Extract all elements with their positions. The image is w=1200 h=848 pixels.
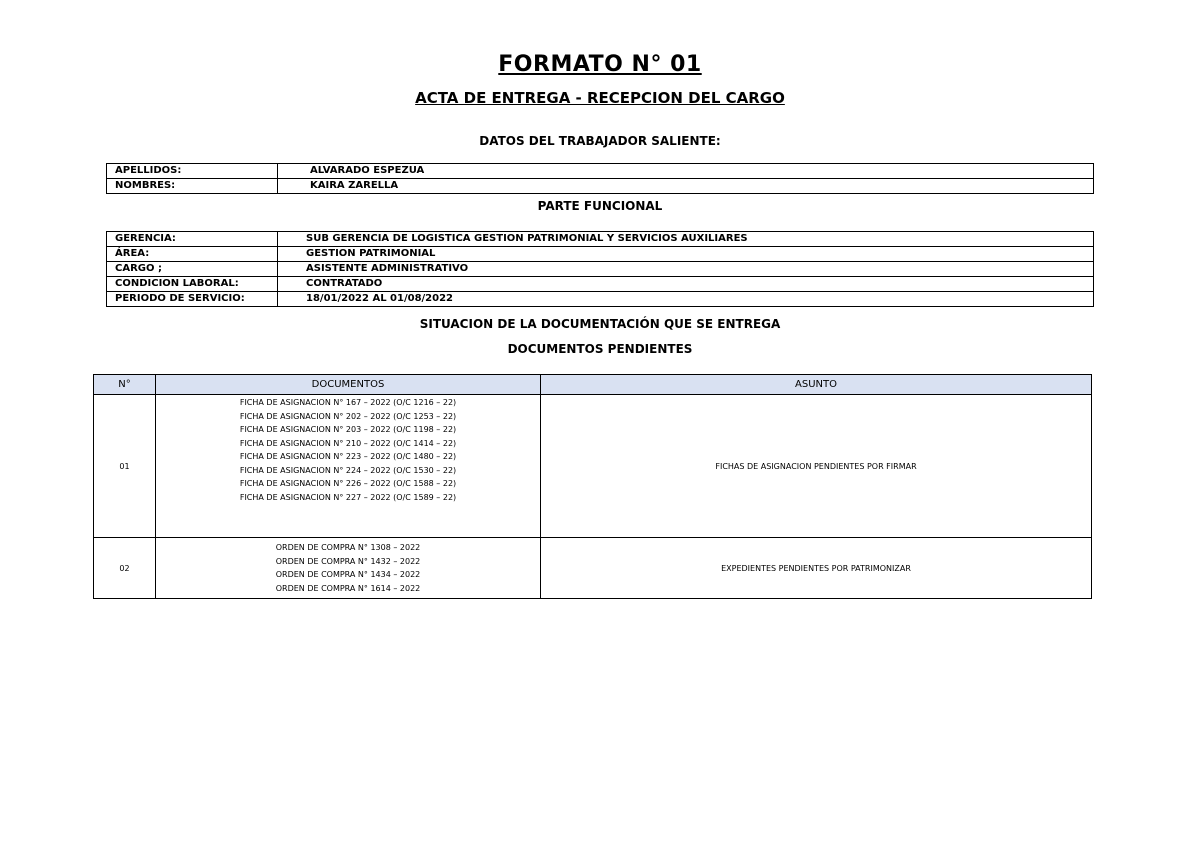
functional-row-gerencia: [107, 232, 1094, 247]
nombres-label: NOMBRES:: [107, 179, 278, 194]
worker-row-apellidos: [107, 164, 1094, 179]
section-situation-heading: SITUACION DE LA DOCUMENTACIÓN QUE SE ENTREGA: [419, 317, 781, 331]
document-line: FICHA DE ASIGNACION N° 167 – 2022 (O/C 1216 – 22): [239, 398, 457, 407]
pending-documents-table: [93, 374, 1092, 599]
col-header-asunto: ASUNTO: [541, 375, 1092, 395]
table-row: [94, 538, 1092, 599]
condicion-label: CONDICION LABORAL:: [107, 277, 278, 292]
row-documents: [156, 395, 541, 538]
gerencia-label: GERENCIA:: [107, 232, 278, 247]
cargo-label: CARGO ;: [107, 262, 278, 277]
document-line: FICHA DE ASIGNACION N° 224 – 2022 (O/C 1530 – 22): [239, 465, 457, 475]
functional-row-cargo: [107, 262, 1094, 277]
area-label: ÁREA:: [107, 247, 278, 262]
functional-row-condicion: [107, 277, 1094, 292]
functional-table: [106, 231, 1094, 307]
periodo-label: PERIODO DE SERVICIO:: [107, 292, 278, 307]
table-row: [94, 395, 1092, 538]
document-line: FICHA DE ASIGNACION N° 203 – 2022 (O/C 1198 – 22): [239, 425, 457, 434]
row-num: 02: [94, 538, 156, 599]
document-line: ORDEN DE COMPRA N° 1432 – 2022: [275, 556, 421, 566]
worker-table: [106, 163, 1094, 194]
page-subtitle: ACTA DE ENTREGA - RECEPCION DEL CARGO: [415, 89, 785, 107]
gerencia-value: SUB GERENCIA DE LOGISTICA GESTION PATRIMONIAL Y SERVICIOS AUXILIARES: [278, 232, 1094, 247]
row-asunto: EXPEDIENTES PENDIENTES POR PATRIMONIZAR: [541, 538, 1092, 599]
section-functional-heading: PARTE FUNCIONAL: [537, 199, 663, 213]
apellidos-label: APELLIDOS:: [107, 164, 278, 179]
nombres-value: KAIRA ZARELLA: [278, 179, 1094, 194]
apellidos-value: ALVARADO ESPEZUA: [278, 164, 1094, 179]
worker-row-nombres: [107, 179, 1094, 194]
section-pending-heading: DOCUMENTOS PENDIENTES: [507, 342, 693, 356]
page-title: FORMATO N° 01: [498, 52, 702, 77]
area-value: GESTION PATRIMONIAL: [278, 247, 1094, 262]
document-line: FICHA DE ASIGNACION N° 226 – 2022 (O/C 1588 – 22): [239, 479, 457, 488]
periodo-value: 18/01/2022 AL 01/08/2022: [278, 292, 1094, 307]
document-line: ORDEN DE COMPRA N° 1434 – 2022: [275, 570, 421, 579]
docs-header-row: [94, 375, 1092, 395]
cargo-value: ASISTENTE ADMINISTRATIVO: [278, 262, 1094, 277]
functional-row-area: [107, 247, 1094, 262]
document-line: FICHA DE ASIGNACION N° 210 – 2022 (O/C 1414 – 22): [239, 438, 457, 448]
col-header-documentos: DOCUMENTOS: [156, 375, 541, 395]
row-documents: [156, 538, 541, 599]
row-asunto: FICHAS DE ASIGNACION PENDIENTES POR FIRMAR: [541, 395, 1092, 538]
row-num: 01: [94, 395, 156, 538]
functional-row-periodo: [107, 292, 1094, 307]
document-line: ORDEN DE COMPRA N° 1614 – 2022: [275, 583, 421, 593]
document-line: FICHA DE ASIGNACION N° 202 – 2022 (O/C 1253 – 22): [239, 411, 457, 421]
condicion-value: CONTRATADO: [278, 277, 1094, 292]
document-line: FICHA DE ASIGNACION N° 223 – 2022 (O/C 1480 – 22): [239, 452, 457, 461]
col-header-num: N°: [94, 375, 156, 395]
section-worker-heading: DATOS DEL TRABAJADOR SALIENTE:: [479, 134, 721, 148]
document-line: ORDEN DE COMPRA N° 1308 – 2022: [275, 543, 421, 552]
document-line: FICHA DE ASIGNACION N° 227 – 2022 (O/C 1589 – 22): [239, 492, 457, 502]
